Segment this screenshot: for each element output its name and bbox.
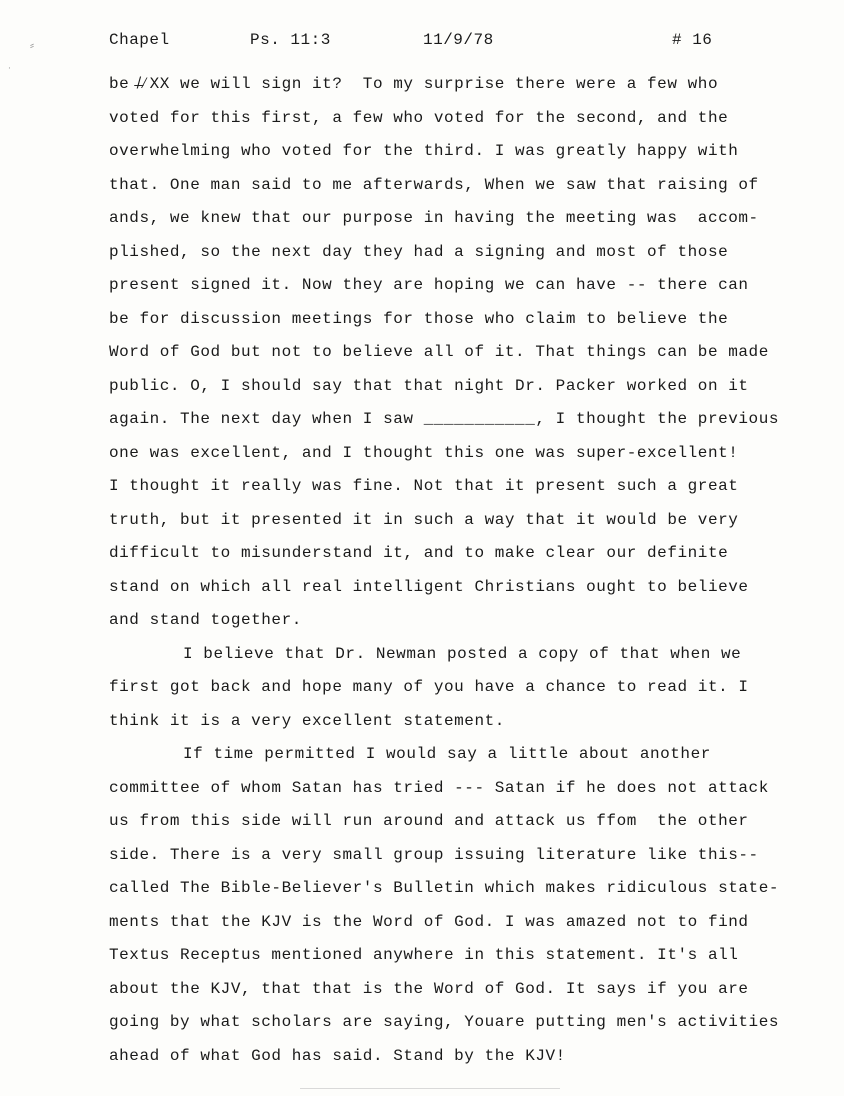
text-line: ments that the KJV is the Word of God. I was amazed not to find xyxy=(109,912,749,931)
text-line: public. O, I should say that that night Dr. Packer worked on it xyxy=(109,376,749,395)
text-line: going by what scholars are saying, Youare putting men's activities xyxy=(109,1013,780,1031)
text-line: committee of whom Satan has tried --- Satan if he does not attack xyxy=(109,778,769,797)
text-line: called The Bible-Believer's Bulletin which makes ridiculous state- xyxy=(109,879,780,897)
text-line: voted for this first, a few who voted for the second, and the xyxy=(109,108,729,127)
text-line: first got back and hope many of you have a chance to read it. I xyxy=(109,678,749,696)
text-line: about the KJV, that that is the Word of God. It says if you are xyxy=(109,979,749,998)
header-date: 11/9/78 xyxy=(423,31,494,49)
text-line: and stand together. xyxy=(109,611,302,629)
text-line: Word of God but not to believe all of it. That things can be made xyxy=(109,343,769,361)
stray-mark: · xyxy=(8,64,11,74)
header-location: Chapel xyxy=(109,31,170,49)
header-scripture-reference: Ps. 11:3 xyxy=(250,31,331,49)
text-line: be ̸̶⁄XX we will sign it? To my surprise there were a few who xyxy=(109,75,719,93)
text-line: overwhelming who voted for the third. I was greatly happy with xyxy=(109,142,739,160)
scan-artifact-line xyxy=(300,1088,560,1089)
text-line: one was excellent, and I thought this one was super-excellent! xyxy=(109,443,739,462)
text-line: I thought it really was fine. Not that it present such a great xyxy=(109,477,739,495)
header-page-number: # 16 xyxy=(672,31,713,49)
text-line: be for discussion meetings for those who claim to believe the xyxy=(109,309,729,328)
text-line: side. There is a very small group issuing literature like this-- xyxy=(109,845,759,864)
page-header xyxy=(0,31,844,53)
stray-mark: ⸗ xyxy=(30,38,34,52)
text-line: think it is a very excellent statement. xyxy=(109,711,505,730)
text-line: ands, we knew that our purpose in having the meeting was accom- xyxy=(109,209,759,227)
text-line: again. The next day when I saw ___________, I thought the previous xyxy=(109,410,780,428)
text-line: present signed it. Now they are hoping we can have -- there can xyxy=(109,276,749,294)
text-line: us from this side will run around and attack us ffom the other xyxy=(109,812,749,830)
paragraph-start-line: If time permitted I would say a little about another xyxy=(183,745,711,763)
text-line: difficult to misunderstand it, and to make clear our definite xyxy=(109,544,729,562)
text-line: that. One man said to me afterwards, When we saw that raising of xyxy=(109,175,759,194)
text-line: plished, so the next day they had a signing and most of those xyxy=(109,242,729,261)
typed-text-body xyxy=(109,73,809,1078)
text-line: stand on which all real intelligent Christians ought to believe xyxy=(109,577,749,596)
text-line: truth, but it presented it in such a way that it would be very xyxy=(109,510,739,529)
text-line: Textus Receptus mentioned anywhere in this statement. It's all xyxy=(109,946,739,964)
text-line: ahead of what God has said. Stand by the KJV! xyxy=(109,1046,566,1065)
paragraph-start-line: I believe that Dr. Newman posted a copy of that when we xyxy=(183,644,742,663)
